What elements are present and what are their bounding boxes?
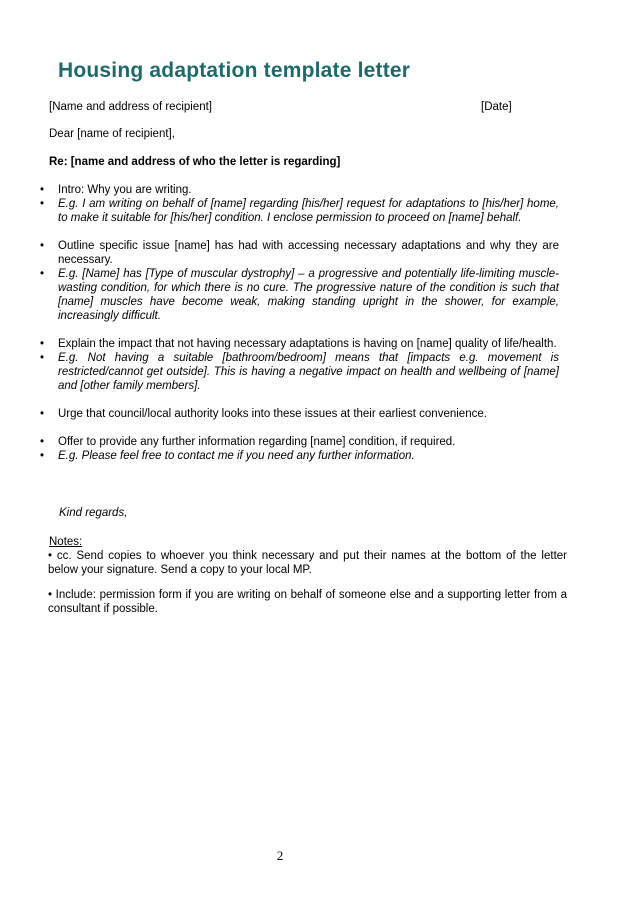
letter-body-list [40,183,559,463]
list-item-text: E.g. Please feel free to contact me if you need any further information. [58,450,415,462]
note-item-include: • Include: permission form if you are writing on behalf of someone else and a supporting letter from a consultant if possible. [48,589,567,615]
bullet-icon: • [40,184,45,196]
page-title: Housing adaptation template letter [58,59,411,82]
list-item-text: Offer to provide any further information regarding [name] condition, if required. [58,436,456,448]
bullet-icon: • [40,352,45,364]
bullet-icon: • [40,240,45,252]
page-number: 2 [276,848,284,863]
list-item-impact [40,337,559,351]
salutation: Dear [name of recipient], [49,128,175,140]
list-item-intro-example [40,197,559,225]
list-item-urge [40,407,559,421]
list-item-text: Explain the impact that not having necessary adaptations is having on [name] quality of life/health. [58,338,557,350]
list-item-issue [40,239,559,267]
bullet-icon: • [40,408,45,420]
list-item-text: Urge that council/local authority looks into these issues at their earliest convenience. [58,408,487,420]
list-item-text: E.g. Not having a suitable [bathroom/bedroom] means that [impacts e.g. movement is restricted/cannot get outside]. This is having a negative impact on health and wellbeing of [name] and [other family members]. [58,352,559,392]
bullet-icon: • [40,450,45,462]
bullet-icon: • [40,436,45,448]
note-item-cc: • cc. Send copies to whoever you think necessary and put their names at the bottom of the letter below your signature. Send a copy to your local MP. [48,550,567,576]
list-item-text: E.g. I am writing on behalf of [name] regarding [his/her] request for adaptations to [his/her] home, to make it suitable for [his/her] condition. I enclose permission to proceed on [name] behalf. [58,198,559,224]
bullet-icon: • [40,338,45,350]
closing: Kind regards, [59,507,128,519]
date-placeholder: [Date] [481,101,512,113]
re-line: Re: [name and address of who the letter is regarding] [49,156,341,168]
list-item-offer-example [40,449,559,463]
bullet-icon: • [40,268,45,280]
list-item-intro [40,183,559,197]
notes-title: Notes: [49,536,83,548]
list-item-issue-example [40,267,559,323]
list-item-offer [40,435,559,449]
list-item-text: Intro: Why you are writing. [58,184,192,196]
recipient-placeholder: [Name and address of recipient] [49,101,213,113]
list-item-text: Outline specific issue [name] has had with accessing necessary adaptations and why they are necessary. [58,240,559,266]
list-item-impact-example [40,351,559,393]
list-item-text: E.g. [Name] has [Type of muscular dystrophy] – a progressive and potentially life-limiting muscle-wasting condition, for which there is no cure. The progressive nature of the condition is such that [name] muscles have become weak, making standing upright in the shower, for example, increasingly difficult. [58,268,559,322]
bullet-icon: • [40,198,45,210]
